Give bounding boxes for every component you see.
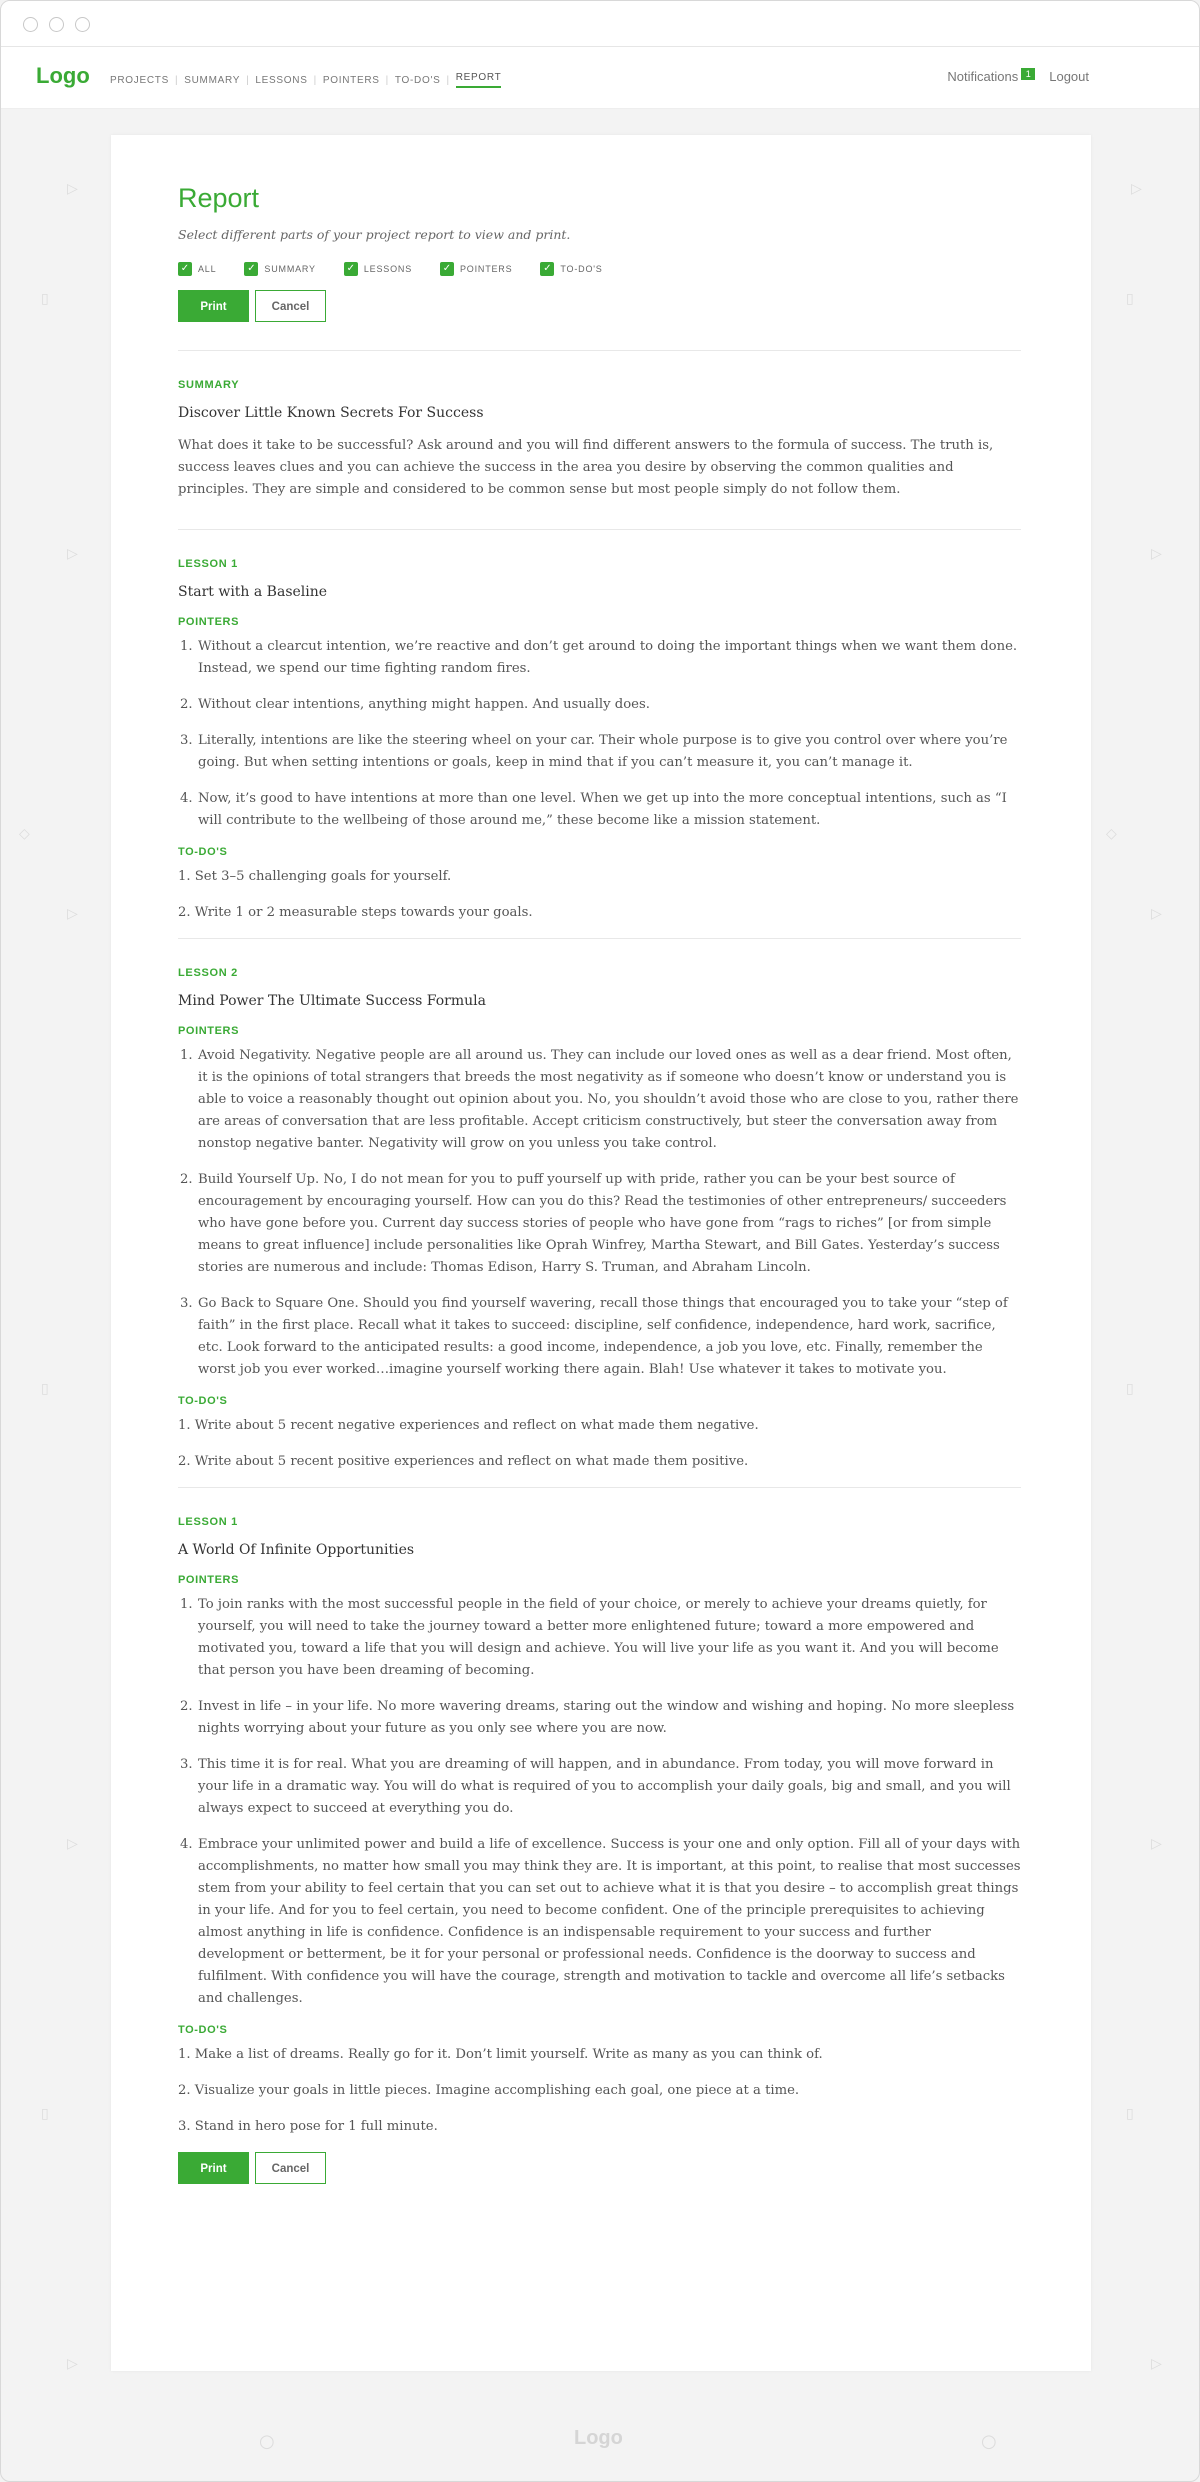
todos-list: [178, 866, 1021, 924]
nav-separator: |: [385, 74, 389, 86]
window-maximize-control[interactable]: [75, 17, 90, 32]
pointer-text: Build Yourself Up. No, I do not mean for you to puff yourself up with pride, rather you can be your best source of encouragement by encouraging yourself. How can you do this? Read the testimonies of other entrepreneurs/ succeeders who have gone before you. Current day success stories of people who have gone from “rags to riches” [or from simple means to great influence] include personalities like Oprah Winfrey, Martha Stewart, and Bill Gates. Yesterday’s success stories are numerous and include: Thomas Edison, Harry S. Truman, and Abraham Lincoln.: [198, 1172, 1007, 1275]
pointer-number: 1.: [180, 1597, 193, 1612]
checkbox-checked-icon[interactable]: ✓: [244, 262, 258, 276]
todos-label: TO-DO'S: [178, 846, 228, 858]
report-actions-top: [178, 290, 1021, 322]
background-triangle-icon: ▷: [67, 181, 78, 197]
pointer-item: [178, 730, 1021, 774]
window-titlebar: [1, 1, 1199, 47]
filter-label: SUMMARY: [264, 264, 316, 274]
lesson-title: Mind Power The Ultimate Success Formula: [178, 993, 486, 1009]
todo-item: 2. Visualize your goals in little pieces. Imagine accomplishing each goal, one piece at a time.: [178, 2083, 800, 2098]
pointers-label: POINTERS: [178, 616, 240, 628]
page-title: Report: [178, 183, 260, 213]
pointer-item: [178, 1834, 1021, 2010]
nav-link-todos[interactable]: TO-DO'S: [394, 74, 441, 86]
filter-label: ALL: [198, 264, 217, 274]
section-divider: [178, 529, 1021, 530]
lesson-label: LESSON 2: [178, 967, 239, 979]
pointer-number: 4.: [180, 1837, 193, 1852]
pointers-label: POINTERS: [178, 1025, 240, 1037]
report-content: [178, 135, 1021, 2184]
lesson-label: LESSON 1: [178, 558, 239, 570]
nav-link-report[interactable]: REPORT: [456, 72, 502, 88]
background-triangle-icon: ▷: [1151, 906, 1162, 922]
nav-links: [110, 72, 501, 88]
todo-item: 2. Write 1 or 2 measurable steps towards your goals.: [178, 905, 533, 920]
filter-label: TO-DO'S: [560, 264, 603, 274]
lesson-title: A World Of Infinite Opportunities: [178, 1542, 415, 1558]
todo-item: 1. Write about 5 recent negative experiences and reflect on what made them negative.: [178, 1418, 759, 1433]
todo-item: 1. Make a list of dreams. Really go for it. Don’t limit yourself. Write as many as you can think of.: [178, 2047, 823, 2062]
background-triangle-icon: ▷: [67, 1836, 78, 1852]
pointer-number: 4.: [180, 791, 193, 806]
background-diamond-icon: ◇: [19, 826, 30, 842]
filter-lessons[interactable]: [344, 262, 412, 276]
lesson-section: [178, 1516, 1021, 2138]
pointer-text: This time it is for real. What you are dreaming of will happen, and in abundance. From today, you will move forward in your life in a dramatic way. You will do what is required of you to accomplish your daily goals, big and small, and you will always expect to succeed at everything you do.: [198, 1757, 1011, 1816]
pointer-number: 3.: [180, 1296, 193, 1311]
todos-list: [178, 2044, 1021, 2138]
checkbox-checked-icon[interactable]: ✓: [178, 262, 192, 276]
summary-section: [178, 379, 1021, 501]
background-rect-icon: ▯: [1126, 1381, 1134, 1397]
nav-separator: |: [313, 74, 317, 86]
pointers-list: [178, 1045, 1021, 1381]
filter-summary[interactable]: [244, 262, 315, 276]
nav-link-summary[interactable]: SUMMARY: [184, 74, 241, 86]
pointer-number: 3.: [180, 1757, 193, 1772]
section-divider: [178, 1487, 1021, 1488]
pointer-number: 2.: [180, 1172, 193, 1187]
pointer-item: [178, 788, 1021, 832]
pointer-text: Now, it’s good to have intentions at more than one level. When we get up into the more conceptual intentions, such as “I will contribute to the wellbeing of those around me,” these become like a mission statement.: [198, 791, 1007, 828]
cancel-button[interactable]: Cancel: [255, 290, 326, 322]
pointer-number: 1.: [180, 1048, 193, 1063]
pointer-number: 1.: [180, 639, 193, 654]
filter-label: LESSONS: [363, 264, 412, 274]
pointer-number: 2.: [180, 1699, 193, 1714]
todos-label: TO-DO'S: [178, 2024, 228, 2036]
background-triangle-icon: ▷: [1131, 181, 1142, 197]
nav-right: [947, 69, 1089, 84]
top-navigation: [1, 47, 1199, 109]
background-triangle-icon: ▷: [1151, 1836, 1162, 1852]
summary-label: SUMMARY: [178, 379, 240, 391]
print-button-bottom[interactable]: Print: [178, 2152, 249, 2184]
pointer-text: To join ranks with the most successful people in the field of your choice, or merely to achieve your dreams quietly, for yourself, you will need to take the journey toward a better more enlightened future; toward a more empowered and motivated you, toward a life that you will design and achieve. You will live your life as you want it. And you will become that person you have been dreaming of becoming.: [198, 1597, 999, 1678]
summary-text: What does it take to be successful? Ask around and you will find different answers to the formula of success. The truth is, success leaves clues and you can achieve the success in the area you desire by observing the common qualities and principles. They are simple and considered to be common sense but most people simply do not follow them.: [178, 438, 994, 497]
background-circle-icon: ○: [981, 2431, 997, 2452]
checkbox-checked-icon[interactable]: ✓: [440, 262, 454, 276]
pointer-item: [178, 1045, 1021, 1155]
pointer-text: Without a clearcut intention, we’re reactive and don’t get around to doing the important things when we want them done. Instead, we spend our time fighting random fires.: [198, 639, 1018, 676]
todos-label: TO-DO'S: [178, 1395, 228, 1407]
background-triangle-icon: ▷: [67, 2356, 78, 2372]
background-diamond-icon: ◇: [1106, 826, 1117, 842]
section-divider: [178, 938, 1021, 939]
notifications-link[interactable]: Notifications: [947, 69, 1019, 84]
pointers-list: [178, 1594, 1021, 2010]
window-minimize-control[interactable]: [49, 17, 64, 32]
filter-all[interactable]: [178, 262, 216, 276]
notification-badge[interactable]: 1: [1021, 68, 1035, 80]
lesson-title: Start with a Baseline: [178, 584, 328, 600]
pointer-number: 2.: [180, 697, 193, 712]
nav-separator: |: [246, 74, 250, 86]
logo[interactable]: Logo: [36, 63, 90, 88]
background-rect-icon: ▯: [41, 291, 49, 307]
pointer-item: [178, 636, 1021, 680]
background-rect-icon: ▯: [1126, 291, 1134, 307]
todo-item: 3. Stand in hero pose for 1 full minute.: [178, 2119, 438, 2134]
nav-link-projects[interactable]: PROJECTS: [110, 74, 169, 86]
lesson-section: [178, 967, 1021, 1473]
pointer-item: [178, 1696, 1021, 1740]
section-divider: [178, 350, 1021, 351]
background-circle-icon: ○: [259, 2431, 275, 2452]
nav-separator: |: [174, 74, 179, 86]
todo-item: 1. Set 3–5 challenging goals for yourself.: [178, 869, 452, 884]
background-triangle-icon: ▷: [67, 546, 78, 562]
pointer-text: Literally, intentions are like the steering wheel on your car. Their whole purpose is to give you control over where you’re going. But when setting intentions or goals, keep in mind that if you can’t measure it, you can’t manage it.: [198, 733, 1008, 770]
filter-pointers[interactable]: [440, 262, 512, 276]
pointer-text: Without clear intentions, anything might happen. And usually does.: [198, 697, 650, 712]
background-triangle-icon: ▷: [1151, 546, 1162, 562]
pointers-label: POINTERS: [178, 1574, 240, 1586]
pointer-text: Invest in life – in your life. No more wavering dreams, staring out the window and wishing and hoping. No more sleepless nights worrying about your future as you only see where you are now.: [198, 1699, 1015, 1736]
report-card: [111, 135, 1091, 2371]
checkbox-checked-icon[interactable]: ✓: [344, 262, 358, 276]
pointer-item: [178, 1169, 1021, 1279]
nav-link-lessons[interactable]: LESSONS: [255, 74, 308, 86]
lesson-section: [178, 558, 1021, 924]
lesson-label: LESSON 1: [178, 1516, 239, 1528]
footer-logo: Logo: [574, 2427, 623, 2449]
checkbox-checked-icon[interactable]: ✓: [540, 262, 554, 276]
pointer-text: Avoid Negativity. Negative people are all around us. They can include our loved ones as well as a dear friend. Most often, it is the opinions of total strangers that breeds the most negativity as if someone who doesn’t know or understand you is able to voice a reasonably thought out opinion about you. No, you shouldn’t avoid those who are close to you, rather there are areas of conversation that are less profitable. Accept criticism constructively, but steer the conversation away from nonstop negative banter. Negativity will grow on you unless you take control.: [198, 1048, 1019, 1151]
background-rect-icon: ▯: [41, 1381, 49, 1397]
cancel-button-bottom[interactable]: Cancel: [255, 2152, 326, 2184]
logout-link[interactable]: Logout: [1049, 69, 1089, 84]
pointer-number: 3.: [180, 733, 193, 748]
nav-link-pointers[interactable]: POINTERS: [322, 74, 380, 86]
pointer-text: Go Back to Square One. Should you find yourself wavering, recall those things that encouraged you to take your “step of faith” in the first place. Recall what it takes to succeed: discipline, self confidence, independence, hard work, sacrifice, etc. Look forward to the anticipated results: a good income, independence, a job you love, etc. Finally, remember the worst job you ever worked…imagine yourself working there again. Blah! Use whatever it takes to motivate you.: [198, 1296, 1008, 1377]
background-triangle-icon: ▷: [67, 906, 78, 922]
background-rect-icon: ▯: [1126, 2106, 1134, 2122]
pointer-item: [178, 694, 1021, 716]
filter-label: POINTERS: [460, 264, 513, 274]
background-triangle-icon: ▷: [1151, 2356, 1162, 2372]
todo-item: 2. Write about 5 recent positive experiences and reflect on what made them positive.: [178, 1454, 749, 1469]
summary-title: Discover Little Known Secrets For Success: [178, 405, 484, 421]
pointer-item: [178, 1293, 1021, 1381]
page-subtitle: Select different parts of your project report to view and print.: [178, 227, 571, 242]
window-close-control[interactable]: [23, 17, 38, 32]
pointer-text: Embrace your unlimited power and build a life of excellence. Success is your one and only option. Fill all of your days with accomplishments, no matter how small you may think they are. It is important, at this point, to realise that most successes stem from your ability to feel certain that you can set out to achieve what it is that you desire – to accomplish great things in your life. And for you to feel certain, you need to become confident. One of the principle prerequisites to achieving almost anything in life is confidence. Confidence is an indispensable requirement to your success and further development or betterment, be it for your personal or professional needs. Confidence is the doorway to success and fulfilment. With confidence you will have the courage, strength and motivation to tackle and overcome all life’s setbacks and challenges.: [198, 1837, 1021, 2006]
report-filters: [178, 262, 1021, 276]
pointer-item: [178, 1754, 1021, 1820]
nav-separator: |: [446, 74, 450, 86]
background-rect-icon: ▯: [41, 2106, 49, 2122]
print-button[interactable]: Print: [178, 290, 249, 322]
filter-todos[interactable]: [540, 262, 602, 276]
pointer-item: [178, 1594, 1021, 1682]
report-actions-bottom: [178, 2152, 1021, 2184]
pointers-list: [178, 636, 1021, 832]
todos-list: [178, 1415, 1021, 1473]
